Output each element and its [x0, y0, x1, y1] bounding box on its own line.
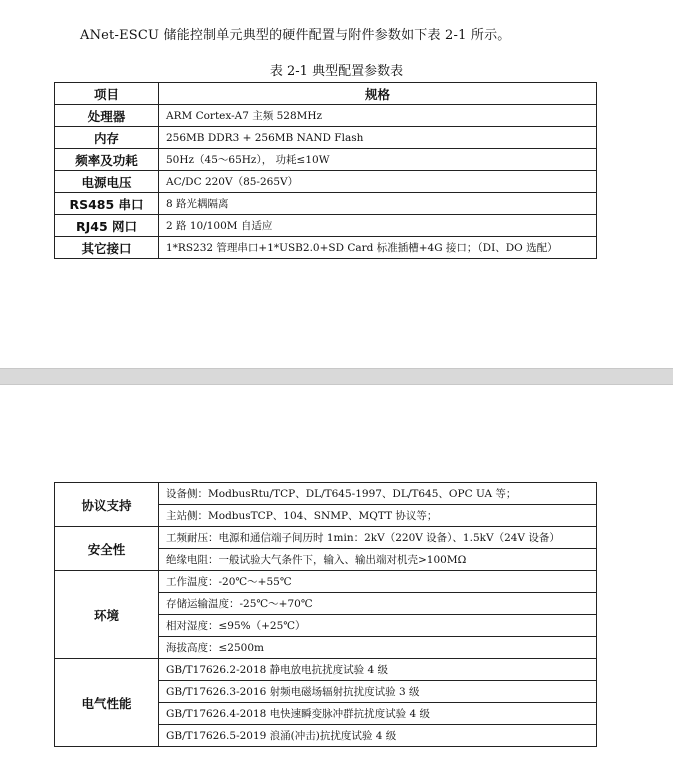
table-row [55, 149, 597, 171]
group-label-protocol: 协议支持 [55, 483, 159, 527]
spec-line: GB/T17626.3-2016 射频电磁场辐射抗扰度试验 3 级 [159, 681, 597, 703]
table-row [55, 105, 597, 127]
spec-line: GB/T17626.4-2018 电快速瞬变脉冲群抗扰度试验 4 级 [159, 703, 597, 725]
header-cell-spec: 规格 [159, 83, 597, 105]
spec-line: GB/T17626.5-2019 浪涌(冲击)抗扰度试验 4 级 [159, 725, 597, 747]
spec-line: 工频耐压：电源和通信端子间历时 1min：2kV（220V 设备）、1.5kV（24V 设备） [159, 527, 597, 549]
row-value: 256MB DDR3 + 256MB NAND Flash [159, 127, 597, 149]
spec-line: 工作温度：-20℃～+55℃ [159, 571, 597, 593]
group-label-safety: 安全性 [55, 527, 159, 571]
row-label: RJ45 网口 [55, 215, 159, 237]
table-row [55, 171, 597, 193]
row-value: AC/DC 220V（85-265V） [159, 171, 597, 193]
row-label: RS485 串口 [55, 193, 159, 215]
row-value: 50Hz（45～65Hz）， 功耗≤10W [159, 149, 597, 171]
table-row [55, 237, 597, 259]
group-label-environment: 环境 [55, 571, 159, 659]
row-label: 电源电压 [55, 171, 159, 193]
table-caption: 表 2-1 典型配置参数表 [269, 64, 404, 79]
config-table [54, 82, 597, 259]
page-break-gap [0, 368, 673, 385]
row-value: 1*RS232 管理串口+1*USB2.0+SD Card 标准插槽+4G 接口；（DI、DO 选配） [159, 237, 597, 259]
spec-line: 相对湿度：≤95%（+25℃） [159, 615, 597, 637]
table-row [55, 127, 597, 149]
table-row [55, 571, 597, 593]
row-label: 内存 [55, 127, 159, 149]
table-header-row [55, 83, 597, 105]
table-row [55, 193, 597, 215]
row-value: 8 路光耦隔离 [159, 193, 597, 215]
row-label: 处理器 [55, 105, 159, 127]
row-label: 频率及功耗 [55, 149, 159, 171]
spec-line: 设备侧：ModbusRtu/TCP、DL/T645-1997、DL/T645、OPC UA 等； [159, 483, 597, 505]
table-row [55, 527, 597, 549]
row-label: 其它接口 [55, 237, 159, 259]
header-cell-item: 项目 [55, 83, 159, 105]
spec-table [54, 482, 597, 747]
group-label-electrical: 电气性能 [55, 659, 159, 747]
table-row [55, 215, 597, 237]
spec-line: 存储运输温度：-25℃～+70℃ [159, 593, 597, 615]
spec-line: GB/T17626.2-2018 静电放电抗扰度试验 4 级 [159, 659, 597, 681]
intro-paragraph: ANet-ESCU 储能控制单元典型的硬件配置与附件参数如下表 2-1 所示。 [80, 28, 511, 43]
table-row [55, 483, 597, 505]
row-value: ARM Cortex-A7 主频 528MHz [159, 105, 597, 127]
table-row [55, 659, 597, 681]
row-value: 2 路 10/100M 自适应 [159, 215, 597, 237]
spec-line: 主站侧：ModbusTCP、104、SNMP、MQTT 协议等； [159, 505, 597, 527]
spec-line: 海拔高度：≤2500m [159, 637, 597, 659]
spec-line: 绝缘电阻：一般试验大气条件下，输入、输出端对机壳>100MΩ [159, 549, 597, 571]
